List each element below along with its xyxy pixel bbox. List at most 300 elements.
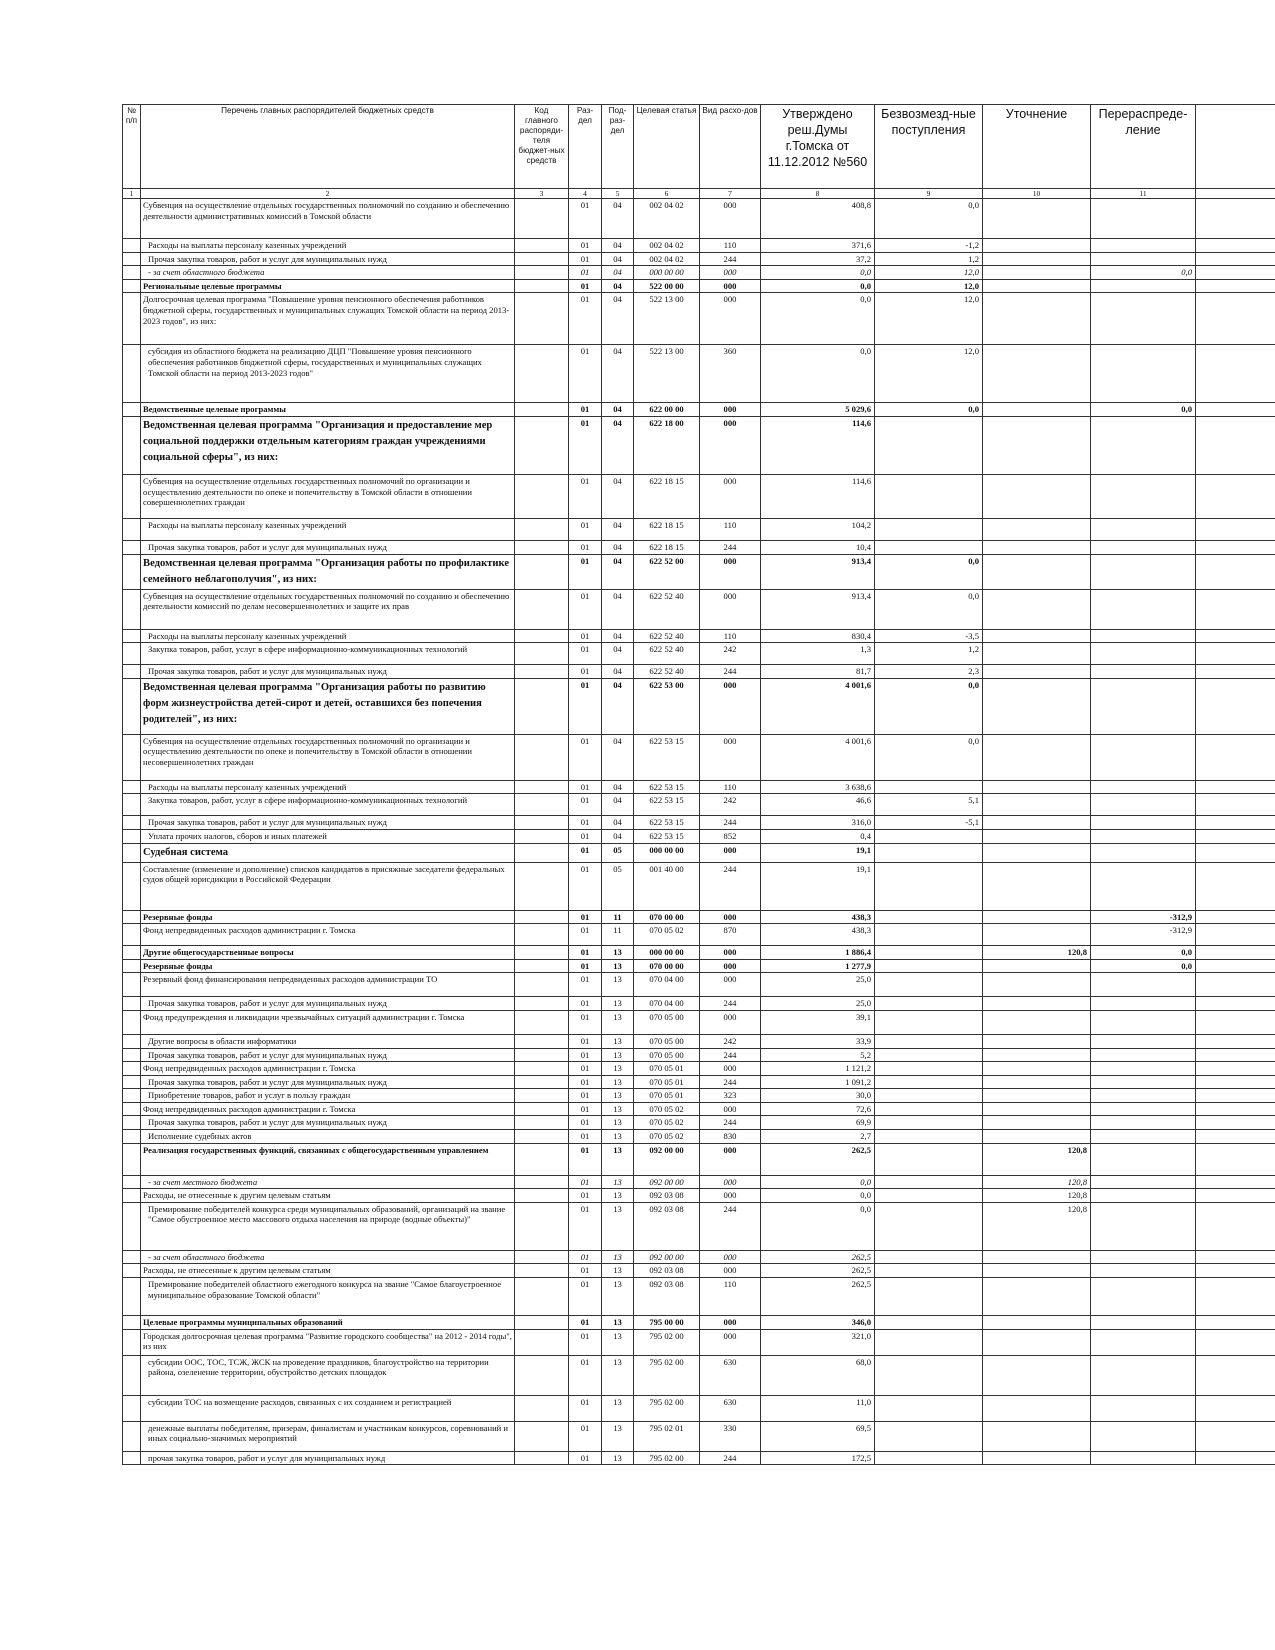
row-code xyxy=(515,1102,569,1116)
row-vr: 000 xyxy=(700,678,761,734)
table-row xyxy=(123,1329,1275,1355)
row-number xyxy=(123,1250,141,1264)
row-name: Региональные целевые программы xyxy=(141,279,515,293)
row-redistribution xyxy=(1091,1143,1196,1175)
row-podrazdel: 13 xyxy=(602,1116,634,1130)
row-razdel: 01 xyxy=(569,1329,602,1355)
row-grants xyxy=(875,997,983,1011)
row-razdel: 01 xyxy=(569,629,602,643)
row-cst: 622 53 00 xyxy=(634,678,700,734)
row-vr: 000 xyxy=(700,1189,761,1203)
row-redistribution xyxy=(1091,239,1196,253)
row-number xyxy=(123,678,141,734)
row-code xyxy=(515,629,569,643)
row-vr: 000 xyxy=(700,589,761,629)
row-number xyxy=(123,816,141,830)
row-name: Фонд непредвиденных расходов администрации г. Томска xyxy=(141,1062,515,1076)
row-code xyxy=(515,1421,569,1451)
row-name: Прочая закупка товаров, работ и услуг для муниципальных нужд xyxy=(141,816,515,830)
row-number xyxy=(123,1130,141,1144)
row-podrazdel: 13 xyxy=(602,1202,634,1250)
row-redistribution xyxy=(1091,589,1196,629)
row-grants: -5,1 xyxy=(875,816,983,830)
row-podrazdel: 04 xyxy=(602,643,634,665)
row-redistribution xyxy=(1091,1116,1196,1130)
row-approved: 37,2 xyxy=(761,252,875,266)
row-podrazdel: 13 xyxy=(602,1355,634,1395)
row-clarification xyxy=(983,589,1091,629)
row-number xyxy=(123,629,141,643)
row-cst: 522 13 00 xyxy=(634,345,700,403)
row-grants xyxy=(875,1451,983,1465)
row-cst: 070 05 00 xyxy=(634,1048,700,1062)
row-redistribution xyxy=(1091,1264,1196,1278)
table-row xyxy=(123,1316,1275,1330)
row-clarification xyxy=(983,629,1091,643)
row-name: Расходы, не отнесенные к другим целевым статьям xyxy=(141,1189,515,1203)
row-number xyxy=(123,1329,141,1355)
row-podrazdel: 04 xyxy=(602,416,634,474)
row-number xyxy=(123,643,141,665)
table-row xyxy=(123,1189,1275,1203)
table-row xyxy=(123,293,1275,345)
row-grants xyxy=(875,1329,983,1355)
header-name: Перечень главных распорядителей бюджетных средств xyxy=(141,105,515,189)
row-grants xyxy=(875,1250,983,1264)
row-cst: 092 03 08 xyxy=(634,1278,700,1316)
row-code xyxy=(515,946,569,960)
row-code xyxy=(515,1451,569,1465)
row-approved: 81,7 xyxy=(761,665,875,679)
row-cst: 092 00 00 xyxy=(634,1175,700,1189)
row-redistribution xyxy=(1091,629,1196,643)
row-name: Прочая закупка товаров, работ и услуг для муниципальных нужд xyxy=(141,1116,515,1130)
row-podrazdel: 13 xyxy=(602,1175,634,1189)
row-approved: 316,0 xyxy=(761,816,875,830)
table-row xyxy=(123,946,1275,960)
row-clarification xyxy=(983,910,1091,924)
table-row xyxy=(123,997,1275,1011)
row-clarification: 120,8 xyxy=(983,1175,1091,1189)
row-code xyxy=(515,794,569,816)
row-number xyxy=(123,540,141,554)
row-redistribution xyxy=(1091,1278,1196,1316)
row-clarification xyxy=(983,862,1091,910)
row-podrazdel: 04 xyxy=(602,293,634,345)
row-number xyxy=(123,1116,141,1130)
row-name: Ведомственная целевая программа "Организация работы по развитию форм жизнеустройства детей-сирот и детей, оставшихся без попечения родителей", из них: xyxy=(141,678,515,734)
row-number xyxy=(123,1355,141,1395)
table-row xyxy=(123,780,1275,794)
row-podrazdel: 13 xyxy=(602,1451,634,1465)
row-vr: 000 xyxy=(700,199,761,239)
row-clarification xyxy=(983,540,1091,554)
row-razdel: 01 xyxy=(569,910,602,924)
row-grants xyxy=(875,1130,983,1144)
table-row xyxy=(123,199,1275,239)
row-redistribution: -312,9 xyxy=(1091,910,1196,924)
row-code xyxy=(515,1116,569,1130)
row-code xyxy=(515,959,569,973)
row-number xyxy=(123,518,141,540)
row-code xyxy=(515,1278,569,1316)
row-clarification xyxy=(983,474,1091,518)
row-approved: 2,7 xyxy=(761,1130,875,1144)
row-redistribution xyxy=(1091,1202,1196,1250)
row-approved: 5 029,6 xyxy=(761,403,875,417)
row-name: Расходы на выплаты персоналу казенных учреждений xyxy=(141,518,515,540)
row-redistribution xyxy=(1091,540,1196,554)
row-razdel: 01 xyxy=(569,959,602,973)
row-approved: 172,5 xyxy=(761,1451,875,1465)
row-cst: 622 18 00 xyxy=(634,416,700,474)
row-cst: 795 00 00 xyxy=(634,1316,700,1330)
table-row xyxy=(123,1010,1275,1034)
row-grants xyxy=(875,1143,983,1175)
row-code xyxy=(515,924,569,946)
row-podrazdel: 13 xyxy=(602,1034,634,1048)
row-approved: 262,5 xyxy=(761,1264,875,1278)
row-approved: 371,6 xyxy=(761,239,875,253)
row-cst: 070 05 01 xyxy=(634,1075,700,1089)
row-cst: 070 05 02 xyxy=(634,1102,700,1116)
header-razdel: Раз-дел xyxy=(569,105,602,189)
row-razdel: 01 xyxy=(569,1278,602,1316)
row-name: Субвенция на осуществление отдельных государственных полномочий по организации и осуществлению деятельности по опеке и попечительству в Томской области в отношении совершеннолетних граждан xyxy=(141,474,515,518)
row-number xyxy=(123,959,141,973)
row-approved: 72,6 xyxy=(761,1102,875,1116)
row-podrazdel: 04 xyxy=(602,540,634,554)
row-vr: 330 xyxy=(700,1421,761,1451)
row-clarification xyxy=(983,816,1091,830)
row-number xyxy=(123,997,141,1011)
row-number xyxy=(123,1062,141,1076)
row-podrazdel: 13 xyxy=(602,946,634,960)
row-clarification xyxy=(983,1048,1091,1062)
row-cst: 092 03 08 xyxy=(634,1264,700,1278)
table-row xyxy=(123,403,1275,417)
row-number xyxy=(123,589,141,629)
table-row xyxy=(123,643,1275,665)
row-grants xyxy=(875,1189,983,1203)
row-razdel: 01 xyxy=(569,1202,602,1250)
row-approved: 104,2 xyxy=(761,518,875,540)
row-number xyxy=(123,252,141,266)
header-vr: Вид расхо-дов xyxy=(700,105,761,189)
row-podrazdel: 05 xyxy=(602,843,634,862)
row-razdel: 01 xyxy=(569,266,602,280)
row-cst: 622 53 15 xyxy=(634,816,700,830)
row-podrazdel: 11 xyxy=(602,924,634,946)
row-redistribution xyxy=(1091,1034,1196,1048)
row-approved: 262,5 xyxy=(761,1143,875,1175)
row-grants xyxy=(875,1316,983,1330)
row-grants: -3,5 xyxy=(875,629,983,643)
row-code xyxy=(515,540,569,554)
row-number xyxy=(123,554,141,589)
row-vr: 244 xyxy=(700,252,761,266)
row-code xyxy=(515,518,569,540)
row-grants xyxy=(875,924,983,946)
row-razdel: 01 xyxy=(569,1089,602,1103)
row-grants xyxy=(875,780,983,794)
row-vr: 870 xyxy=(700,924,761,946)
row-name: Резервные фонды xyxy=(141,959,515,973)
row-grants xyxy=(875,474,983,518)
row-clarification xyxy=(983,1075,1091,1089)
table-row xyxy=(123,474,1275,518)
row-approved: 408,8 xyxy=(761,199,875,239)
row-razdel: 01 xyxy=(569,540,602,554)
row-razdel: 01 xyxy=(569,1062,602,1076)
table-row xyxy=(123,1395,1275,1421)
row-name: Составление (изменение и дополнение) списков кандидатов в присяжные заседатели федеральных судов общей юрисдикции в Российской Федерации xyxy=(141,862,515,910)
row-redistribution xyxy=(1091,1329,1196,1355)
row-approved: 913,4 xyxy=(761,589,875,629)
row-approved: 30,0 xyxy=(761,1089,875,1103)
row-clarification: 120,8 xyxy=(983,1143,1091,1175)
row-redistribution xyxy=(1091,794,1196,816)
row-podrazdel: 04 xyxy=(602,816,634,830)
row-razdel: 01 xyxy=(569,518,602,540)
row-number xyxy=(123,474,141,518)
row-razdel: 01 xyxy=(569,924,602,946)
row-number xyxy=(123,1395,141,1421)
row-approved: 19,1 xyxy=(761,862,875,910)
budget-table-sheet xyxy=(122,104,1275,1465)
row-podrazdel: 04 xyxy=(602,252,634,266)
row-approved: 3 638,6 xyxy=(761,780,875,794)
row-grants xyxy=(875,1421,983,1451)
row-razdel: 01 xyxy=(569,678,602,734)
row-razdel: 01 xyxy=(569,1116,602,1130)
row-approved: 69,9 xyxy=(761,1116,875,1130)
header-approved: Утверждено реш.Думы г.Томска от 11.12.2012 №560 xyxy=(761,105,875,189)
row-code xyxy=(515,1316,569,1330)
row-number xyxy=(123,1034,141,1048)
row-vr: 000 xyxy=(700,1143,761,1175)
row-redistribution xyxy=(1091,199,1196,239)
row-cst: 622 52 40 xyxy=(634,589,700,629)
row-name: Прочая закупка товаров, работ и услуг для муниципальных нужд xyxy=(141,252,515,266)
row-vr: 110 xyxy=(700,1278,761,1316)
row-cst: 622 18 15 xyxy=(634,474,700,518)
row-cst: 070 05 01 xyxy=(634,1089,700,1103)
row-redistribution xyxy=(1091,1250,1196,1264)
row-redistribution xyxy=(1091,1355,1196,1395)
row-name: прочая закупка товаров, работ и услуг для муниципальных нужд xyxy=(141,1451,515,1465)
table-row xyxy=(123,1175,1275,1189)
row-name: Закупка товаров, работ, услуг в сфере информационно-коммуникационных технологий xyxy=(141,643,515,665)
row-name: Фонд предупреждения и ликвидации чрезвычайных ситуаций администрации г. Томска xyxy=(141,1010,515,1034)
row-razdel: 01 xyxy=(569,239,602,253)
row-grants: 0,0 xyxy=(875,678,983,734)
row-cst: 001 40 00 xyxy=(634,862,700,910)
row-vr: 244 xyxy=(700,997,761,1011)
row-name: Прочая закупка товаров, работ и услуг для муниципальных нужд xyxy=(141,540,515,554)
row-razdel: 01 xyxy=(569,474,602,518)
row-clarification xyxy=(983,734,1091,780)
row-cst: 795 02 01 xyxy=(634,1421,700,1451)
row-number xyxy=(123,1089,141,1103)
row-clarification xyxy=(983,518,1091,540)
row-vr: 242 xyxy=(700,643,761,665)
row-razdel: 01 xyxy=(569,643,602,665)
row-razdel: 01 xyxy=(569,252,602,266)
row-razdel: 01 xyxy=(569,1143,602,1175)
table-row xyxy=(123,1089,1275,1103)
row-razdel: 01 xyxy=(569,1010,602,1034)
row-cst: 622 52 40 xyxy=(634,629,700,643)
row-grants: 1,2 xyxy=(875,643,983,665)
row-code xyxy=(515,1189,569,1203)
row-grants xyxy=(875,1202,983,1250)
row-number xyxy=(123,780,141,794)
row-razdel: 01 xyxy=(569,293,602,345)
row-clarification xyxy=(983,678,1091,734)
row-redistribution xyxy=(1091,829,1196,843)
row-name: Резервные фонды xyxy=(141,910,515,924)
row-code xyxy=(515,554,569,589)
row-grants: 12,0 xyxy=(875,266,983,280)
row-name: Фонд непредвиденных расходов администрации г. Томска xyxy=(141,924,515,946)
row-grants: 12,0 xyxy=(875,279,983,293)
row-approved: 10,4 xyxy=(761,540,875,554)
header-grants: Безвозмезд-ные поступления xyxy=(875,105,983,189)
row-number xyxy=(123,1278,141,1316)
row-grants: 0,0 xyxy=(875,554,983,589)
row-code xyxy=(515,843,569,862)
row-code xyxy=(515,1395,569,1421)
row-razdel: 01 xyxy=(569,843,602,862)
row-name: Ведомственная целевая программа "Организация и предоставление мер социальной поддержки отдельным категориям граждан учреждениями социальной сферы", из них: xyxy=(141,416,515,474)
row-razdel: 01 xyxy=(569,1316,602,1330)
row-podrazdel: 13 xyxy=(602,1010,634,1034)
row-name: денежные выплаты победителям, призерам, финалистам и участникам конкурсов, соревнований и иных социально-значимых мероприятий xyxy=(141,1421,515,1451)
table-row xyxy=(123,973,1275,997)
row-approved: 114,6 xyxy=(761,416,875,474)
table-row xyxy=(123,252,1275,266)
row-clarification xyxy=(983,794,1091,816)
row-podrazdel: 13 xyxy=(602,959,634,973)
row-cst: 622 53 15 xyxy=(634,829,700,843)
row-number xyxy=(123,973,141,997)
row-vr: 244 xyxy=(700,665,761,679)
row-grants xyxy=(875,1175,983,1189)
row-approved: 25,0 xyxy=(761,973,875,997)
colnum-6: 6 xyxy=(634,189,700,199)
row-name: Прочая закупка товаров, работ и услуг для муниципальных нужд xyxy=(141,997,515,1011)
row-approved: 346,0 xyxy=(761,1316,875,1330)
row-name: Субвенция на осуществление отдельных государственных полномочий по организации и осуществлению деятельности по опеке и попечительству в Томской области в отношении несовершеннолетних граждан xyxy=(141,734,515,780)
row-clarification xyxy=(983,1264,1091,1278)
row-cst: 002 04 02 xyxy=(634,199,700,239)
row-number xyxy=(123,239,141,253)
table-row xyxy=(123,1143,1275,1175)
row-code xyxy=(515,862,569,910)
row-cst: 070 00 00 xyxy=(634,959,700,973)
row-vr: 000 xyxy=(700,1250,761,1264)
row-razdel: 01 xyxy=(569,829,602,843)
colnum-1: 1 xyxy=(123,189,141,199)
row-vr: 000 xyxy=(700,946,761,960)
row-cst: 795 02 00 xyxy=(634,1451,700,1465)
row-code xyxy=(515,1202,569,1250)
row-vr: 244 xyxy=(700,1451,761,1465)
row-approved: 25,0 xyxy=(761,997,875,1011)
row-redistribution xyxy=(1091,518,1196,540)
row-podrazdel: 13 xyxy=(602,1062,634,1076)
row-number xyxy=(123,266,141,280)
row-number xyxy=(123,293,141,345)
row-vr: 244 xyxy=(700,1048,761,1062)
row-podrazdel: 13 xyxy=(602,1278,634,1316)
colnum-8: 8 xyxy=(761,189,875,199)
row-vr: 000 xyxy=(700,1264,761,1278)
row-code xyxy=(515,345,569,403)
row-cst: 092 00 00 xyxy=(634,1143,700,1175)
row-razdel: 01 xyxy=(569,862,602,910)
row-cst: 000 00 00 xyxy=(634,266,700,280)
row-vr: 630 xyxy=(700,1355,761,1395)
row-name: Другие вопросы в области информатики xyxy=(141,1034,515,1048)
header-code: Код главного распоряди-теля бюджет-ных средств xyxy=(515,105,569,189)
row-number xyxy=(123,279,141,293)
row-number xyxy=(123,829,141,843)
row-grants: 0,0 xyxy=(875,199,983,239)
row-grants xyxy=(875,959,983,973)
row-redistribution xyxy=(1091,1075,1196,1089)
row-number xyxy=(123,1010,141,1034)
row-vr: 000 xyxy=(700,403,761,417)
table-row xyxy=(123,862,1275,910)
row-redistribution xyxy=(1091,293,1196,345)
row-name: Прочая закупка товаров, работ и услуг для муниципальных нужд xyxy=(141,1048,515,1062)
row-podrazdel: 13 xyxy=(602,1395,634,1421)
table-body xyxy=(123,199,1275,1465)
row-number xyxy=(123,946,141,960)
row-number xyxy=(123,1143,141,1175)
row-redistribution xyxy=(1091,665,1196,679)
row-redistribution xyxy=(1091,1010,1196,1034)
row-vr: 242 xyxy=(700,794,761,816)
row-code xyxy=(515,1075,569,1089)
row-cst: 070 05 00 xyxy=(634,1010,700,1034)
header-clarification: Уточнение xyxy=(983,105,1091,189)
row-redistribution xyxy=(1091,1316,1196,1330)
row-approved: 69,5 xyxy=(761,1421,875,1451)
row-approved: 39,1 xyxy=(761,1010,875,1034)
row-clarification xyxy=(983,252,1091,266)
row-vr: 000 xyxy=(700,1175,761,1189)
row-grants xyxy=(875,829,983,843)
row-name: Городская долгосрочная целевая программа "Развитие городского сообщества" на 2012 - 2014 годы", из них xyxy=(141,1329,515,1355)
row-cst: 622 18 15 xyxy=(634,540,700,554)
row-cst: 795 02 00 xyxy=(634,1355,700,1395)
row-podrazdel: 11 xyxy=(602,910,634,924)
row-code xyxy=(515,1355,569,1395)
row-code xyxy=(515,403,569,417)
row-redistribution xyxy=(1091,1130,1196,1144)
row-number xyxy=(123,924,141,946)
row-grants xyxy=(875,1264,983,1278)
row-grants: 1,2 xyxy=(875,252,983,266)
row-razdel: 01 xyxy=(569,589,602,629)
row-razdel: 01 xyxy=(569,1034,602,1048)
row-number xyxy=(123,1202,141,1250)
row-razdel: 01 xyxy=(569,794,602,816)
row-grants xyxy=(875,862,983,910)
